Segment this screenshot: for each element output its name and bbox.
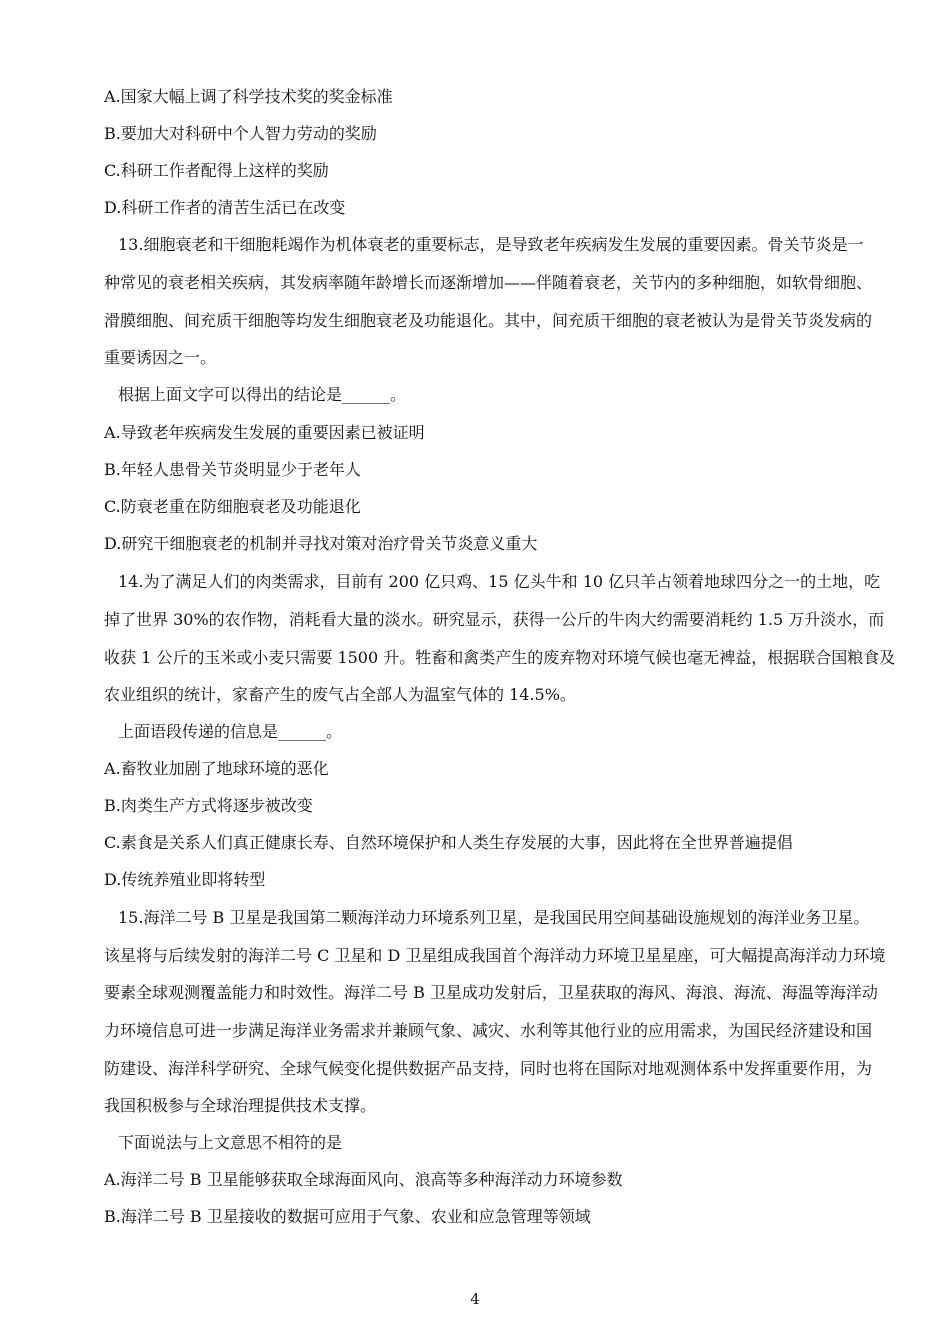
q13-question: 根据上面文字可以得出的结论是______。: [118, 385, 407, 404]
q13-text-line: 重要诱因之一。: [104, 348, 217, 367]
q13-option-b: B.年轻人患骨关节炎明显少于老年人: [104, 460, 361, 479]
q15-text-line: 防建设、海洋科学研究、全球气候变化提供数据产品支持，同时也将在国际对地观测体系中发挥重要作用，为: [104, 1059, 873, 1078]
q15-option-b: B.海洋二号 B 卫星接收的数据可应用于气象、农业和应急管理等领域: [104, 1207, 591, 1226]
q15-text-line: 要素全球观测覆盖能力和时效性。海洋二号 B 卫星成功发射后，卫星获取的海风、海浪、海流、海温等海洋动: [104, 983, 878, 1002]
q13-text-line: 滑膜细胞、间充质干细胞等均发生细胞衰老及功能退化。其中，间充质干细胞的衰老被认为是骨关节炎发病的: [104, 311, 873, 330]
q15-text-line: 力环境信息可进一步满足海洋业务需求并兼顾气象、减灾、水利等其他行业的应用需求，为国民经济建设和国: [104, 1021, 873, 1040]
q14-option-c: C.素食是关系人们真正健康长寿、自然环境保护和人类生存发展的大事，因此将在全世界普遍提倡: [104, 833, 793, 852]
q13-text-line: 13.细胞衰老和干细胞耗竭作为机体衰老的重要标志，是导致老年疾病发生发展的重要因素。骨关节炎是一: [118, 235, 864, 254]
q13-option-d: D.研究干细胞衰老的机制并寻找对策对治疗骨关节炎意义重大: [104, 534, 538, 553]
q14-text-line: 14.为了满足人们的肉类需求，目前有 200 亿只鸡、15 亿头牛和 10 亿只羊占领着地球四分之一的土地，吃: [118, 572, 881, 591]
q14-option-a: A.畜牧业加剧了地球环境的恶化: [104, 759, 329, 778]
q13-option-a: A.导致老年疾病发生发展的重要因素已被证明: [104, 423, 425, 442]
q12-option-c: C.科研工作者配得上这样的奖励: [104, 161, 329, 180]
q15-text-line: 我国积极参与全球治理提供技术支撑。: [104, 1096, 377, 1115]
q14-option-b: B.肉类生产方式将逐步被改变: [104, 796, 313, 815]
q15-text-line: 该星将与后续发射的海洋二号 C 卫星和 D 卫星组成我国首个海洋动力环境卫星星座，可大幅提高海洋动力环境: [104, 946, 886, 965]
q12-option-b: B.要加大对科研中个人智力劳动的奖励: [104, 124, 377, 143]
q14-question: 上面语段传递的信息是______。: [118, 722, 343, 741]
q14-option-d: D.传统养殖业即将转型: [104, 870, 266, 889]
q15-option-a: A.海洋二号 B 卫星能够获取全球海面风向、浪高等多种海洋动力环境参数: [104, 1170, 623, 1189]
q15-text-line: 15.海洋二号 B 卫星是我国第二颗海洋动力环境系列卫星，是我国民用空间基础设施规划的海洋业务卫星。: [118, 908, 870, 927]
q15-question: 下面说法与上文意思不相符的是: [118, 1133, 343, 1152]
q13-option-c: C.防衰老重在防细胞衰老及功能退化: [104, 497, 361, 516]
q14-text-line: 掉了世界 30%的农作物，消耗看大量的淡水。研究显示，获得一公斤的牛肉大约需要消耗约 1.5 万升淡水，而: [104, 610, 885, 629]
q13-text-line: 种常见的衰老相关疾病，其发病率随年龄增长而逐渐增加——伴随着衰老，关节内的多种细胞，如软骨细胞、: [104, 273, 873, 292]
page-number: 4: [470, 1290, 480, 1308]
q12-option-d: D.科研工作者的清苦生活已在改变: [104, 198, 346, 217]
q14-text-line: 收获 1 公斤的玉米或小麦只需要 1500 升。牲畜和禽类产生的废弃物对环境气候也毫无裨益，根据联合国粮食及: [104, 648, 896, 667]
q14-text-line: 农业组织的统计，家畜产生的废气占全部人为温室气体的 14.5%。: [104, 685, 576, 704]
q12-option-a: A.国家大幅上调了科学技术奖的奖金标准: [104, 87, 393, 106]
